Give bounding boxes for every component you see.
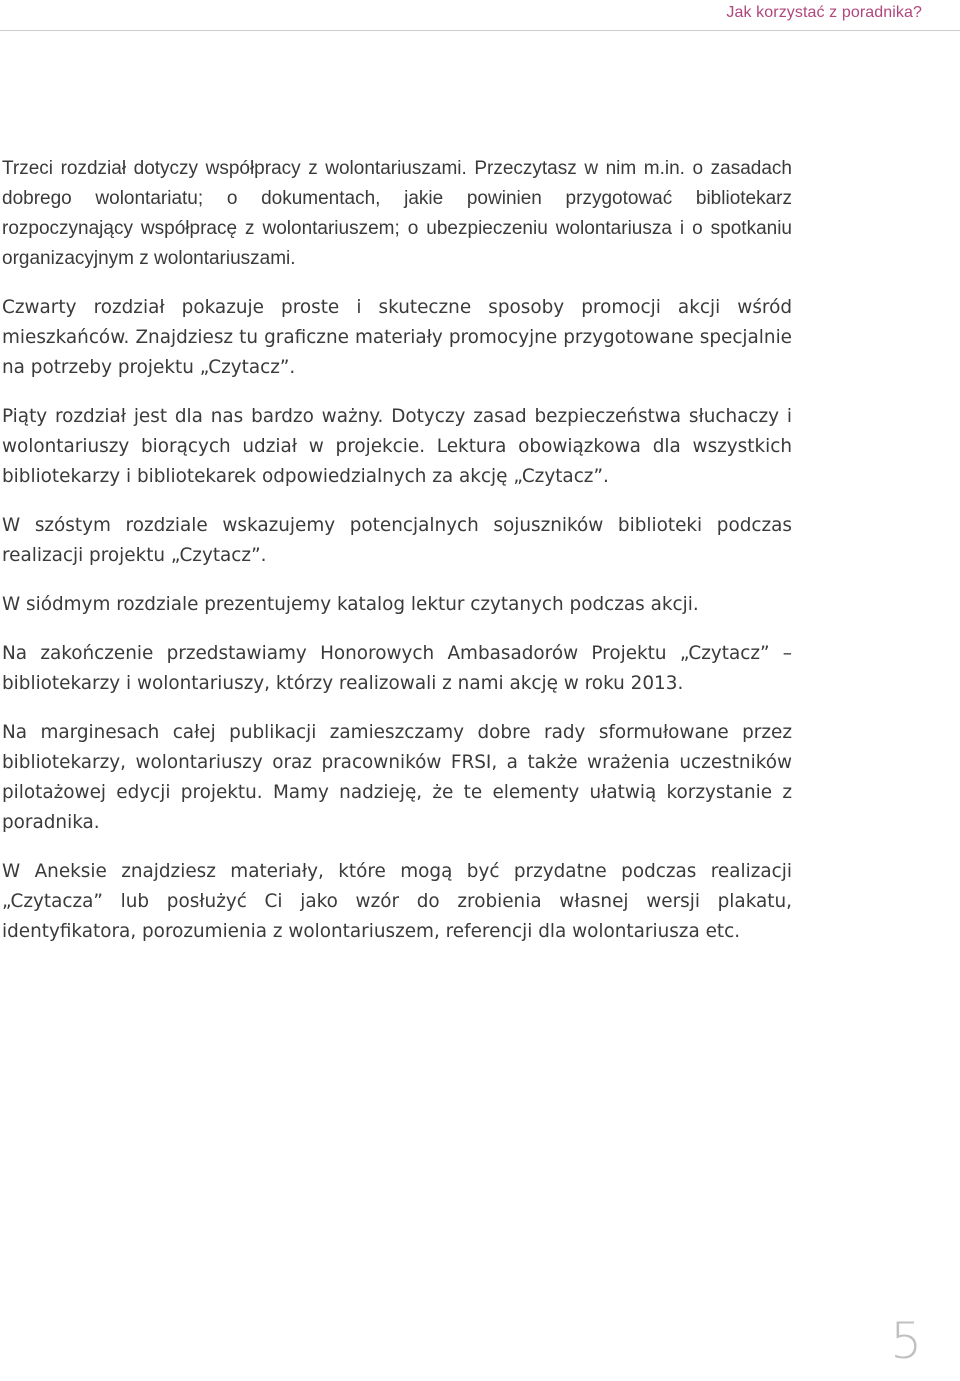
paragraph-ambassadors: Na zakończenie przedstawiamy Honorowych Ambasadorów Projektu „Czytacz” – bibliotekarzy i wolontariuszy, którzy realizowali z nami akcję w roku 2013. xyxy=(2,643,792,694)
paragraph-chapter-5: Piąty rozdział jest dla nas bardzo ważny. Dotyczy zasad bezpieczeństwa słuchaczy i wolontariuszy biorących udział w projekcie. Lektura obowiązkowa dla wszystkich bibliotekarzy i bibliotekarek odpowiedzialnych za akcję „Czytacz”. xyxy=(2,406,792,487)
paragraph-chapter-4: Czwarty rozdział pokazuje proste i skuteczne sposoby promocji akcji wśród mieszkańców. Znajdziesz tu graficzne materiały promocyjne przygotowane specjalnie na potrzeby projektu „Czytacz”. xyxy=(2,297,792,378)
paragraph-annex: W Aneksie znajdziesz materiały, które mogą być przydatne podczas realizacji „Czytacza” lub posłużyć Ci jako wzór do zrobienia własnej wersji plakatu, identyfikatora, porozumienia z wolontariuszem, referencji dla wolontariusza etc. xyxy=(2,861,792,942)
paragraph-chapter-3: Trzeci rozdział dotyczy współpracy z wolontariuszami. Przeczytasz w nim m.in. o zasadach dobrego wolontariatu; o dokumentach, jakie powinien przygotować bibliotekarz rozpoczynający współpracę z wolontariuszem; o ubezpieczeniu wolontariusza i o spotkaniu organizacyjnym z wolontariuszami. xyxy=(2,158,792,269)
paragraph-margins: Na marginesach całej publikacji zamieszczamy dobre rady sformułowane przez bibliotekarzy, wolontariuszy oraz pracowników FRSI, a także wrażenia uczestników pilotażowej edycji projektu. Mamy nadzieję, że te elementy ułatwią korzystanie z poradnika. xyxy=(2,722,792,833)
header-divider xyxy=(0,30,960,31)
body-text xyxy=(2,154,792,947)
running-header-title: Jak korzystać z poradnika? xyxy=(726,4,922,21)
paragraph-chapter-7: W siódmym rozdziale prezentujemy katalog lektur czytanych podczas akcji. xyxy=(2,594,699,615)
page-number: 5 xyxy=(890,1312,922,1370)
paragraph-chapter-6: W szóstym rozdziale wskazujemy potencjalnych sojuszników biblioteki podczas realizacji projektu „Czytacz”. xyxy=(2,515,792,566)
